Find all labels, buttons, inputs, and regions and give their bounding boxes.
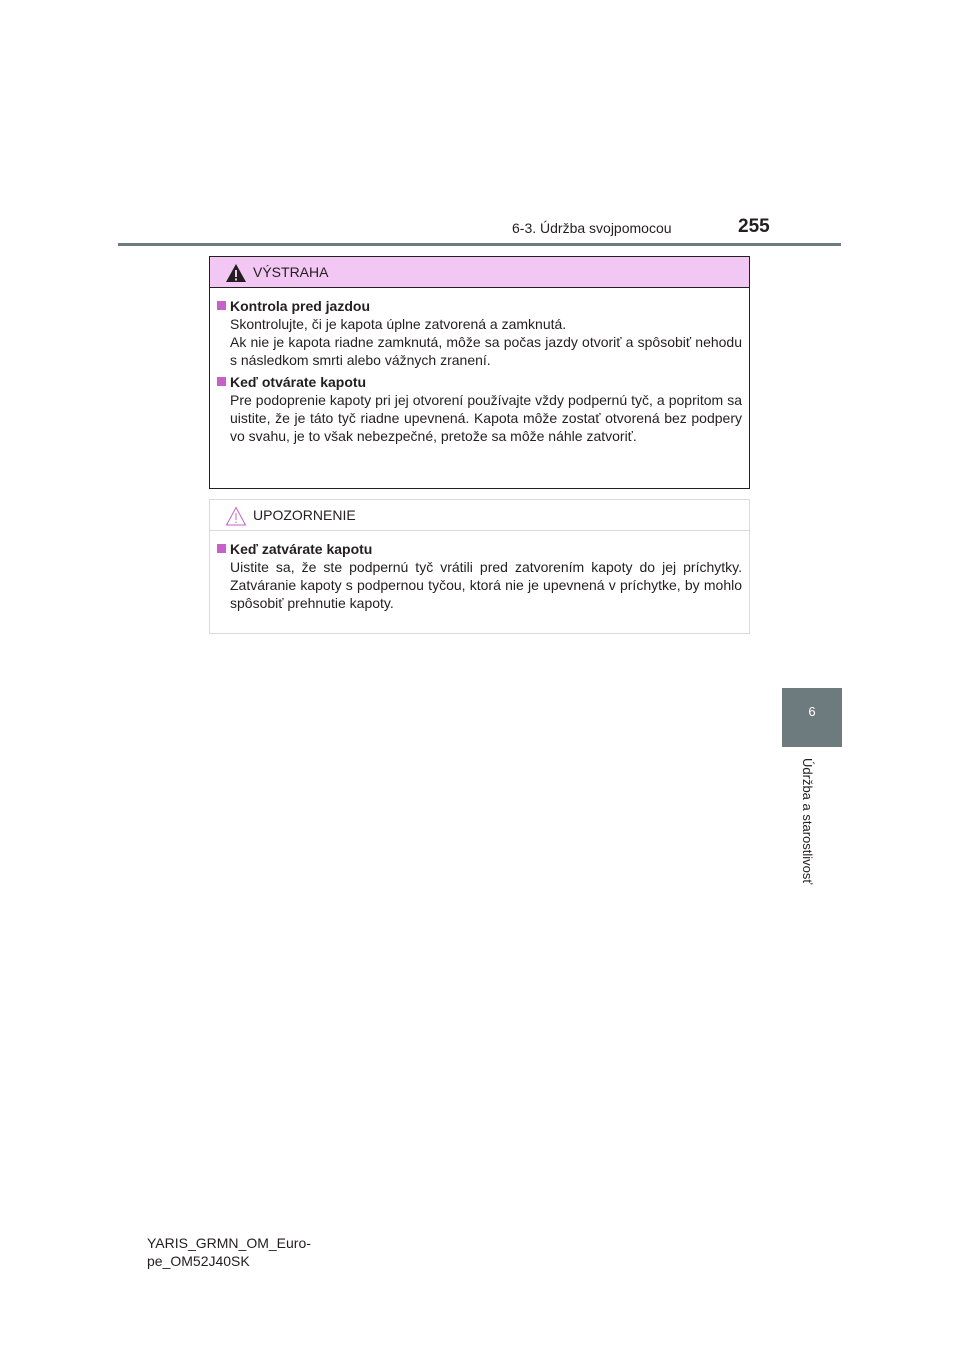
header-rule (118, 243, 841, 246)
caution-header (210, 500, 749, 531)
item-title-text: Keď otvárate kapotu (230, 374, 367, 390)
warning-item (217, 297, 742, 369)
warning-triangle-icon (225, 263, 247, 283)
square-bullet-icon (217, 377, 226, 386)
paragraph: Ak nie je kapota riadne zamknutá, môže sa počas jazdy otvoriť a spôsobiť nehodu s následkom smrti alebo vážnych zranení. (230, 334, 742, 368)
chapter-tab: 6 (782, 688, 842, 747)
square-bullet-icon (217, 544, 226, 553)
paragraph: Pre podoprenie kapoty pri jej otvorení používajte vždy podpernú tyč, a popritom sa uistite, že je táto tyč riadne upevnená. Kapota môže zostať otvorená bez podpery vo svahu, je to však nebezpečné, pretože sa môže náhle zatvoriť. (230, 392, 742, 444)
warning-item-title (217, 297, 742, 315)
paragraph: Uistite sa, že ste podpernú tyč vrátili pred zatvorením kapoty do jej príchytky. Zatváranie kapoty s podpernou tyčou, ktorá nie je upevnená v príchytke, by mohlo spôsobiť prehnutie kapoty. (230, 559, 742, 611)
warning-box (209, 256, 750, 489)
caution-item-text (217, 558, 742, 612)
caution-item-title (217, 540, 742, 558)
footer-line: pe_OM52J40SK (147, 1253, 250, 1269)
caution-box (209, 499, 750, 634)
square-bullet-icon (217, 301, 226, 310)
item-title-text: Keď zatvárate kapotu (230, 541, 373, 557)
item-title-text: Kontrola pred jazdou (230, 298, 370, 314)
warning-header (210, 257, 749, 288)
warning-label: VÝSTRAHA (253, 264, 329, 280)
chapter-title: Údržba a starostlivosť (800, 758, 815, 885)
warning-item-text (217, 315, 742, 369)
warning-item-text (217, 391, 742, 445)
warning-item (217, 373, 742, 445)
caution-triangle-icon (225, 506, 247, 526)
warning-item-title (217, 373, 742, 391)
page-number: 255 (738, 216, 770, 237)
paragraph: Skontrolujte, či je kapota úplne zatvorená a zamknutá. (230, 316, 567, 332)
section-title: 6-3. Údržba svojpomocou (512, 220, 672, 236)
caution-item (217, 540, 742, 612)
warning-body (210, 288, 749, 445)
footer-code (147, 1234, 311, 1270)
caution-body (210, 531, 749, 612)
caution-label: UPOZORNENIE (253, 507, 356, 523)
footer-line: YARIS_GRMN_OM_Euro- (147, 1235, 311, 1251)
